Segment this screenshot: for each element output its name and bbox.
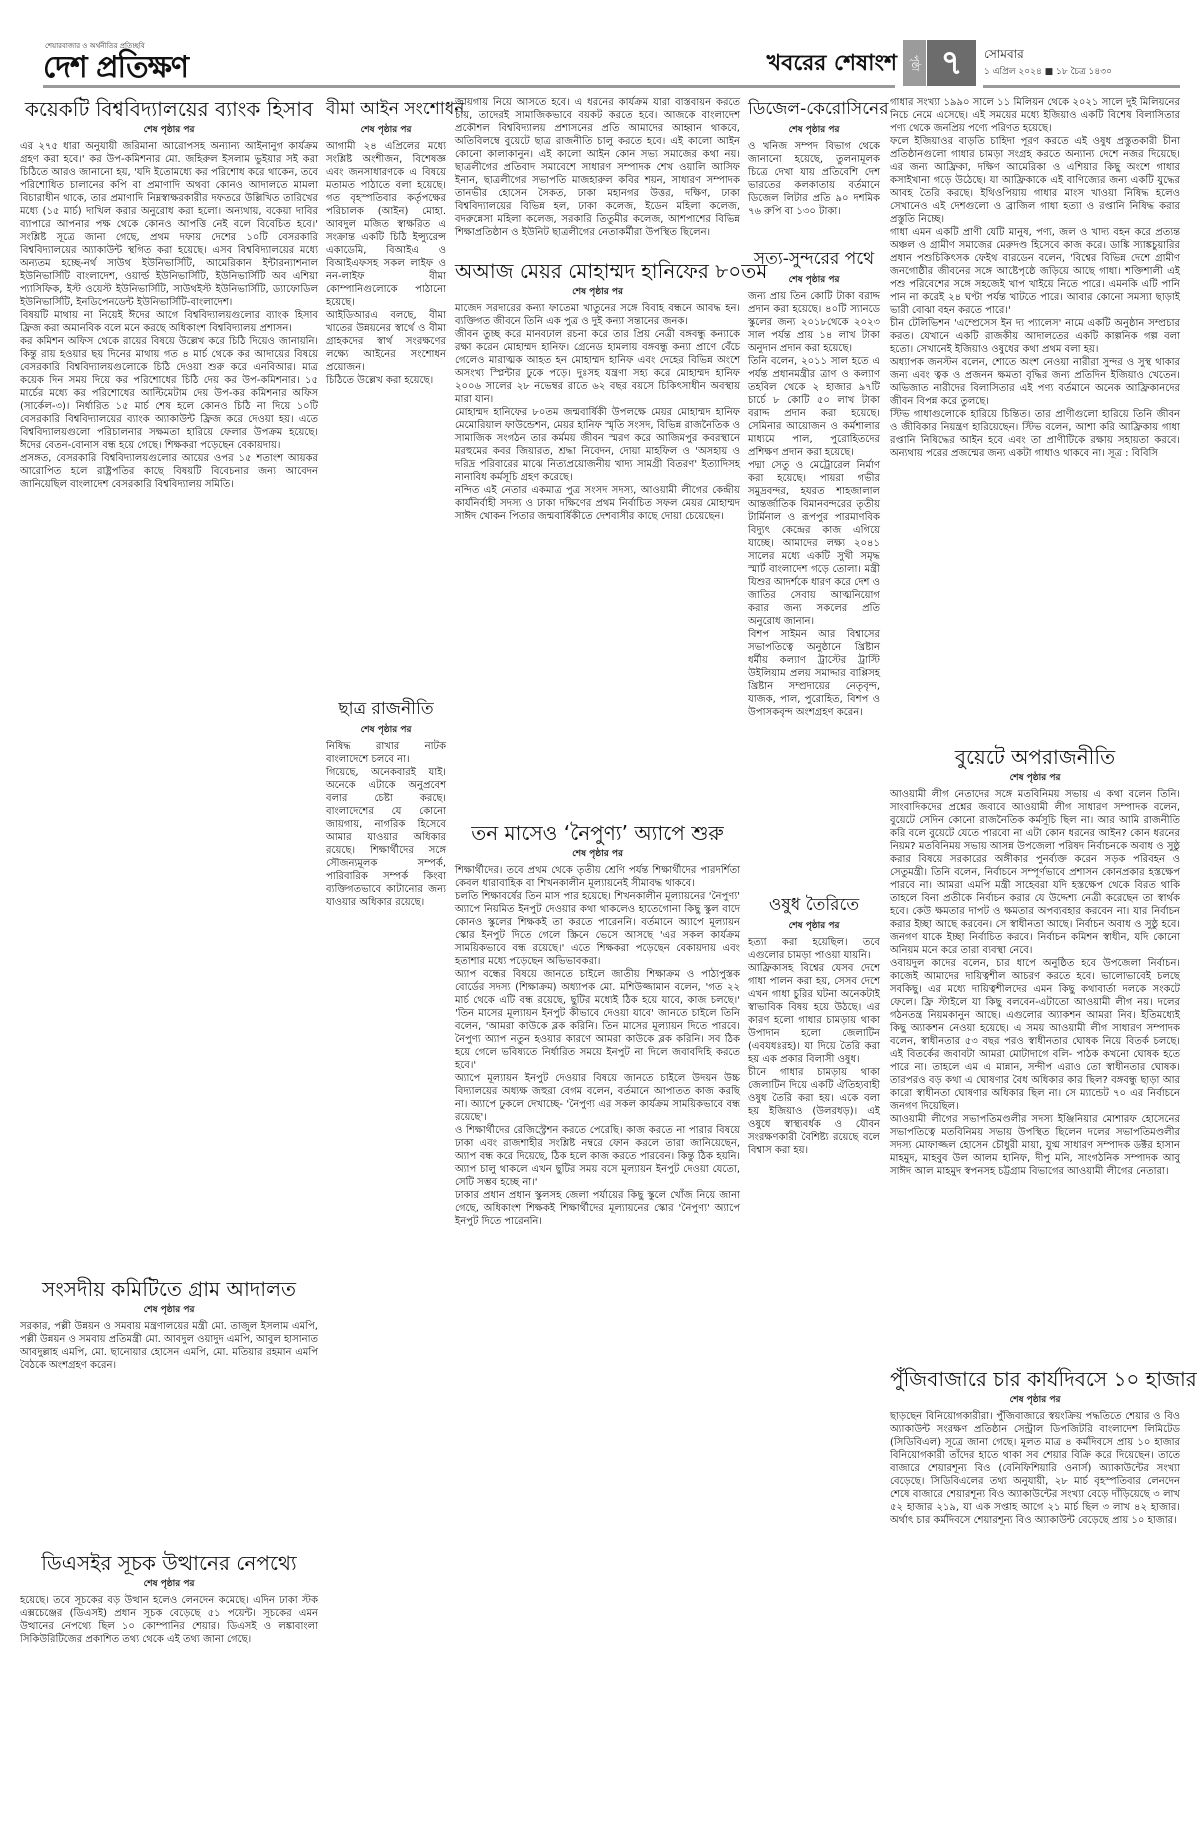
article-paragraph: মাজেদ সরদারের কন্যা ফাতেমা খাতুনের সঙ্গে বিবাহ বন্ধনে আবদ্ধ হন। ব্যক্তিগত জীবনে তিনি এক পুত্র ও দুই কন্যা সন্তানের জনক। — [455, 303, 740, 327]
continued-label: শেষ পৃষ্ঠার পর — [788, 275, 840, 285]
continued-label: শেষ পৃষ্ঠার পর — [143, 1579, 195, 1589]
headline: ডিএসইর সূচক উত্থানের নেপথ্যে — [41, 1551, 297, 1575]
continued-label: শেষ পৃষ্ঠার পর — [572, 849, 623, 859]
article-buet-politics — [890, 740, 1180, 1362]
article-village-court — [20, 1272, 318, 1546]
headline: কয়েকটি বিশ্ববিদ্যালয়ের ব্যাংক হিসাব — [24, 97, 314, 121]
headline: তন মাসেও ‘নৈপুণ্য’ অ্যাপে শুরু — [471, 821, 724, 845]
continued-label: শেষ পৃষ্ঠার পর — [360, 125, 412, 135]
newspaper-logo: দেশ প্রতিক্ষণ — [43, 50, 189, 85]
article-paragraph: ঢাকার প্রধান প্রধান স্কুলসহ জেলা পর্যায়ের কিছু স্কুলে খোঁজ নিয়ে জানা গেছে, অধিকাংশ শিক্ষকই শিক্ষার্থীদের মূল্যায়নের স্কোর 'নৈপুণ্য' অ্যাপে ইনপুট দিতে পারেননি। — [455, 1190, 740, 1227]
article-paragraph: হত্যা করা হয়েছিল। তবে এগুলোর চামড়া পাওয়া যায়নি। — [748, 937, 880, 961]
article-paragraph: মোহাম্মদ হানিফের ৮০তম জন্মবার্ষিকী উপলক্ষে মেয়র মোহাম্মদ হানিফ মেমোরিয়াল ফাউন্ডেশন, মেয়র হানিফ স্মৃতি সংসদ, বিভিন্ন রাজনৈতিক ও সামাজিক সংগঠন তার কর্মময় জীবন স্মরণ করে আজিমপুর কবরস্থানে মরহুমের কবর জিয়ারত, শ্রদ্ধা নিবেদন, দোয়া মাহফিল ও 'অসহায় ও দরিদ্র পরিবারের মাঝে নিত্যপ্রয়োজনীয় খাদ্য সামগ্রী বিতরণ' ইত্যাদিসহ নানাবিধ কর্মসূচি গ্রহণ করেছে। — [455, 407, 740, 483]
article-paragraph: অধ্যাপক জনস্টন বলেন, শোতে অংশ নেওয়া নারীরা সুন্দর ও সুস্থ থাকার জন্য এবং ত্বক ও প্রজনন ক্ষমতা বৃদ্ধির জন্য প্রতিদিন ইজিয়াও খেতেন। অভিজাত নারীদের বিলাসিতার এই পণ্য বর্তমানে অনেক আফ্রিকানদের জীবন বিপন্ন করে তুলছে। — [890, 357, 1180, 407]
article-paragraph: ও খনিজ সম্পদ বিভাগ থেকে জানানো হয়েছে, তুলনামূলক চিত্রে দেখা যায় প্রতিবেশি দেশ ভারতের কলকাতায় বর্তমানে ডিজেল লিটার প্রতি ৯০ দশমিক ৭৬ রুপি বা ১৩০ টাকা। — [748, 141, 880, 217]
article-paragraph: আগামী ২৪ এপ্রিলের মধ্যে সংশ্লিষ্ট অংশীজন, বিশেষজ্ঞ এবং জনসাধারণকে এ বিষয়ে মতামত পাঠাতে বলা হয়েছে। গত বৃহস্পতিবার কর্তৃপক্ষের পরিচালক (আইন) মোহা. আবদুল মজিত স্বাক্ষরিত এ সংক্রান্ত একটি চিঠি ইন্স্যুরেন্স একাডেমি, বিআইএ ও বিআইএফসহ সকল লাইফ ও নন-লাইফ বীমা কোম্পানিগুলোকে পাঠানো হয়েছে। — [326, 141, 446, 308]
continued-label: শেষ পৃষ্ঠার পর — [360, 725, 412, 735]
article-insurance-law — [326, 92, 465, 692]
masthead-logo — [43, 40, 188, 84]
section-title: খবরের শেষাংশ — [766, 51, 897, 76]
logo-tagline: শেয়ারবাজার ও অর্থনীতির প্রতিচ্ছবি — [45, 42, 145, 50]
article-dse-index — [20, 1546, 318, 1843]
article-paragraph: জীবন তুচ্ছ করে মানবঢাল রচনা করে তার প্রিয় নেত্রী বঙ্গবন্ধু কন্যাকে রক্ষা করেন মোহাম্মদ হানিফ। গ্রেনেড হামলায় বঙ্গবন্ধু কন্যা প্রাণে বেঁচে গেলেও মারাত্মক আহত হন মোহাম্মদ হানিফ এবং দেহের বিভিন্ন অংশে অসংখ্য স্প্লিন্টার ঢুকে পড়ে। দুঃসহ যন্ত্রণা সহ্য করে মোহাম্মদ হানিফ ২০০৬ সালের ২৮ নভেম্বর রাতে ৬২ বছর বয়সে চিকিৎসাধীন অবস্থায় মারা যান। — [455, 329, 740, 405]
article-paragraph: চীন টেলিভিশন 'এম্প্রেসেস ইন দ্য প্যালেস' নামে একটি অনুষ্ঠান সম্প্রচার করত। যেখানে একটি রাজকীয় আদালতের একটি কাল্পনিক গল্প বলা হতো। সেখানেই ইজিয়াও ওষুধের কথা প্রথম বলা হয়। — [890, 318, 1180, 355]
article-mayor-hanif — [455, 254, 768, 816]
article-paragraph: সরকার, পল্লী উন্নয়ন ও সমবায় মন্ত্রণালয়ের মন্ত্রী মো. তাজুল ইসলাম এমপি, পল্লী উন্নয়ন ও সমবায় প্রতিমন্ত্রী মো. আবদুল ওয়াদুদ এমপি, আবুল হাসানাত আবদুল্লাহ এমপি, মো. ছানোয়ার হোসেন এমপি, মো. মতিয়ার রহমান এমপি বৈঠকে অংশগ্রহণ করেন। — [20, 1321, 318, 1371]
article-paragraph: ও শিক্ষার্থীদের রেজিস্ট্রেশন করতে পেরেছি। কাজ করতে না পারার বিষয়ে ঢাকা এবং রাজশাহীর সংশ্লিষ্ট নম্বরে ফোন করলে তারা জানিয়েছেন, অ্যাপ বন্ধ করে দিয়েছে, ঠিক হলে কাজ করতে পারবেন। কিন্তু ঠিক হয়নি। অ্যাপ চালু থাকলে এখন ছুটির সময় বসে মূল্যায়ন ইনপুট দেওয়া যেতো, সেটি সম্ভব হচ্ছে না।' — [455, 1125, 740, 1188]
article-paragraph: প্রসঙ্গত, বেসরকারি বিশ্ববিদ্যালয়গুলোর আয়ের ওপর ১৫ শতাংশ আয়কর আরোপিত হলে রাষ্ট্রপতির কাছে বিষয়টি বিবেচনার জন্য আবেদন জানিয়েছিল বাংলাদেশ বেসরকারি বিশ্ববিদ্যালয় সমিতি। — [20, 453, 318, 490]
article-paragraph: চলতি শিক্ষাবর্ষের তিন মাস পার হয়েছে। শিখনকালীন মূল্যায়নের 'নৈপুণ্য' অ্যাপে নিয়মিত ইনপুট দেওয়ার কথা থাকলেও হাতেগোনা কিছু স্কুল বাদে কোনও স্কুলের শিক্ষকই তা করতে পারেননি। বর্তমানে অ্যাপে মূল্যায়ন স্কোর ইনপুট দিতে গেলে স্ক্রিনে ভেসে আসছে 'এর সকল কার্যক্রম সাময়িকভাবে বন্ধ রয়েছে।' এতে শিক্ষকরা পড়েছেন বেকায়দায় এবং হতাশার মধ্যে পড়েছেন অভিভাবকরা। — [455, 891, 740, 967]
masthead-rule-left — [43, 85, 895, 88]
continued-label: শেষ পৃষ্ঠার পর — [1009, 773, 1061, 783]
article-paragraph: আওয়ামী লীগ নেতাদের সঙ্গে মতবিনিময় সভায় এ কথা বলেন তিনি। সাংবাদিকদের প্রশ্নের জবাবে আওয়ামী লীগ সাধারণ সম্পাদক বলেন, বুয়েটে সেদিন কোনো রাজনৈতিক কর্মসূচি ছিল না। আর আমি রাজনীতি করি বলে বুয়েটে যেতে পারবো না এটা কোন ধরনের আইন? কোন ধরনের নিয়ম? মতবিনিময় সভায় আসন্ন উপজেলা পরিষদ নির্বাচনকে অবাধ ও সুষ্ঠু করার বিষয়ে সরকারের অঙ্গীকার পুনর্ব্যক্ত করেন সড়ক পরিবহন ও সেতুমন্ত্রী। তিনি বলেন, নির্বাচনে সম্পূর্ণভাবে প্রশাসন কোনপ্রকার হস্তক্ষেপ পারবে না। আমরা এমপি মন্ত্রী সাহেবরা যদি হস্তক্ষেপ থেকে বিরত থাকি তাহলে বিনা প্রতীকে নির্বাচন করার যে উদ্দেশ্য নেত্রী করেছেন তা স্বার্থক হবে। কেউ ক্ষমতার দাপট ও ক্ষমতার অপব্যবহার করবেন না। যার নির্বাচন করার ইচ্ছা আছে করবেন। সে স্বাধীনতা আছে। নির্বাচন অবাধ ও সুষ্ঠু হবে। জনগণ যাকে ইচ্ছা নির্বাচিত করবে। নির্বাচন কমিশন স্বাধীন, যদি কোনো অনিয়ম মনে করে তারা ব্যবস্থা নেবে। — [890, 789, 1180, 956]
article-paragraph: স্টিভ গাধাগুলোকে হারিয়ে চিন্তিত। তার প্রাণীগুলো হারিয়ে তিনি জীবন ও জীবিকার নিয়ন্ত্রণ হারিয়েছেন। স্টিভ বলেন, আশা করি আফ্রিকায় গাধা রপ্তানি নিষিদ্ধের আইন হবে এবং তা প্রাণীটিকে রক্ষায় সহায়তা করবে। অন্যথায় পরের প্রজন্মের জন্য একটা গাধাও থাকবে না। সূত্র : বিবিসি — [890, 409, 1180, 459]
continued-label: শেষ পৃষ্ঠার পর — [143, 1305, 195, 1315]
headline: বীমা আইন সংশোধন — [326, 99, 465, 119]
article-paragraph: চিঠিতে উল্লেখ করা হয়েছে। — [326, 375, 434, 386]
article-diesel-kerosene — [748, 92, 889, 242]
article-paragraph: গাধার সংখ্যা ১৯৯০ সালে ১১ মিলিয়ন থেকে ২০২১ সালে দুই মিলিয়নের নিচে নেমে এসেছে। এই সময়ের মধ্যে ইজিয়াও একটি বিশেষ বিলাসিতার পণ্য থেকে জনপ্রিয় পণ্যে পরিণত হয়েছে। — [890, 97, 1180, 134]
headline: সংসদীয় কমিটিতে গ্রাম আদালত — [41, 1277, 297, 1301]
issue-date: ১ এপ্রিল ২০২৪ ■ ১৮ চৈত্র ১৪৩০ — [984, 67, 1112, 77]
article-paragraph: নিষিদ্ধ রাখার নাটক বাংলাদেশে চলবে না। — [326, 741, 446, 765]
article-paragraph: অ্যাপ বন্ধের বিষয়ে জানতে চাইলে জাতীয় শিক্ষাক্রম ও পাঠ্যপুস্তক বোর্ডের সদস্য (শিক্ষাক্রম) অধ্যাপক মো. মশিউজ্জামান বলেন, 'গত ২২ মার্চ থেকে এটি বন্ধ রয়েছে, ছুটির মধ্যেই ঠিক হয়ে যাবে, কাজ চলছে।' 'তিন মাসের মূল্যায়ন ইনপুট কীভাবে দেওয়া যাবে' জানতে চাইলে তিনি বলেন, 'আমরা কাউকে ব্লক করিনি। তিন মাসের মূল্যায়ন দিতে পারবে। নৈপুণ্য অ্যাপ নতুন হওয়ার কারণে আমরা কাউকে ব্লক করিনি। সব ঠিক হয়ে গেলে ভবিষ্যতে নির্ধারিত সময়ে ইনপুট না দিলে জবাবদিহি করতে হবে।' — [455, 969, 740, 1071]
headline: ডিজেল-কেরোসিনের — [748, 99, 889, 119]
article-paragraph: অ্যাপে মূল্যায়ন ইনপুট দেওয়ার বিষয়ে জানতে চাইলে উদয়ন উচ্চ বিদ্যালয়ের অধ্যক্ষ জহুরা বেগম বলেন, বর্তমানে আপাতত কাজ করছি না। অ্যাপে ঢুকলে দেখাচ্ছে- 'নৈপুণ্য এর সকল কার্যক্রম সাময়িকভাবে বন্ধ রয়েছে'। — [455, 1073, 740, 1123]
article-paragraph: এর ২৭৫ ধারা অনুযায়ী জরিমানা আরোপসহ অন্যান্য আইনানুগ কার্যক্রম গ্রহণ করা হবে।' কর উপ-কমিশনার মো. জহিরুল ইসলাম ভুইয়ার সই করা চিঠিতে আরও জানানো হয়, 'যদি ইতোমধ্যে কর পরিশোধ করে থাকেন, তবে পরিশোধিত চালানের কপি বা প্রমাণাদি অথবা কোনও আদালতে মামলা বিচারাধীন থাকে, তার প্রমাণাদি নিম্নস্বাক্ষরকারীর দফতরে উল্লিখিত তারিখের মধ্যে (১৫ মার্চ) দাখিল করার অনুরোধ করা হলো। অন্যথায়, বকেয়া দাবির ব্যাপারে আপনার পক্ষ থেকে কোনও আপত্তি নেই বলে বিবেচিত হবে।' সংশ্লিষ্ট সূত্রে জানা গেছে, প্রথম দফায় দেশের ১০টি বেসরকারি বিশ্ববিদ্যালয়ের অ্যাকাউন্ট স্থগিত করা হয়েছে। এসব বিশ্ববিদ্যালয়ের মধ্যে অন্যতম হচ্ছে-নর্থ সাউথ ইউনিভার্সিটি, আমেরিকান ইন্টারন্যাশনাল ইউনিভার্সিটি বাংলাদেশ, ওয়ার্ল্ড ইউনিভার্সিটি, ইউনিভার্সিটি অব এশিয়া প্যাসিফিক, ইস্ট ওয়েস্ট ইউনিভার্সিটি, সাউথইস্ট ইউনিভার্সিটি, ড্যাফোডিল ইউনিভার্সিটি, ইনডিপেনডেন্ট ইউনিভার্সিটি-বাংলাদেশ। — [20, 141, 318, 308]
article-paragraph: আওয়ামী লীগের সভাপতিমণ্ডলীর সদস্য ইঞ্জিনিয়ার মোশারফ হোসেনের সভাপতিত্বে মতবিনিময় সভায় উপস্থিত ছিলেন দলের সভাপতিমণ্ডলীর সদস্য মোফাজ্জল হোসেন চৌধুরী মায়া, যুগ্ম সাধারণ সম্পাদক ডক্টর হাসান মাহমুদ, মাহবুব উল আলম হানিফ, দীপু মনি, সাংগঠনিক সম্পাদক আবু সাঈদ আল মাহমুদ স্বপনসহ চট্টগ্রাম বিভাগের আওয়ামী লীগের নেতারা। — [890, 1114, 1180, 1177]
article-paragraph: ছাড়ছেন বিনিয়োগকারীরা। পুঁজিবাজারে স্বয়ংক্রিয় পদ্ধতিতে শেয়ার ও বিও অ্যাকাউন্ট সংরক্ষণ প্রতিষ্ঠান সেন্ট্রাল ডিপজিটরি বাংলাদেশ লিমিটেড (সিডিবিএল) সূত্রে জানা গেছে। মূলত মাত্র ৪ কর্মদিবসে প্রায় ১০ হাজার বিনিয়োগকারী তাঁদের হাতে থাকা সব শেয়ার বিক্রি করে দিয়েছেন। তাতে বাজারে শেয়ারশূন্য বিও (বেনিফিশিয়ারি ওনার্স) অ্যাকাউন্টের সংখ্যা বেড়েছে। সিডিবিএলের তথ্য অনুযায়ী, ২৮ মার্চ বৃহস্পতিবার লেনদেন শেষে বাজারে শেয়ারশূন্য বিও অ্যাকাউন্টের সংখ্যা বেড়ে দাঁড়িয়েছে ৩ লাখ ৫২ হাজার ২১৯, যা এক সপ্তাহ আগে ২১ মার্চ ছিল ৩ লাখ ৪২ হাজার। অর্থাৎ চার কর্মদিবসে শেয়ারশূন্য বিও অ্যাকাউন্ট বেড়েছে প্রায় ১০ হাজার। — [890, 1411, 1180, 1526]
article-paragraph: গিয়েছে, অনেকবারই যাই। অনেকে এটাকে অনুপ্রবেশ বলার চেষ্টা করছে। বাংলাদেশের যে কোনো জায়গায়, নাগরিক হিসেবে আমার যাওয়ার অধিকার রয়েছে। শিক্ষার্থীদের সঙ্গে সৌজন্যমূলক সম্পর্ক, পারিবারিক সম্পর্ক কিংবা ব্যক্তিগতভাবে কাটানোর জন্য যাওয়ার অধিকার রয়েছে। — [326, 767, 446, 908]
masthead-rule-right — [983, 85, 1180, 88]
article-paragraph: আইডিআরএ বলছে, বীমা খাতের উন্নয়নের স্বার্থে ও বীমা গ্রাহকদের স্বার্থ সংরক্ষণের লক্ষ্যে আইনের সংশোধন প্রয়োজন। — [326, 310, 446, 373]
article-student-politics — [326, 692, 446, 1843]
continued-label: শেষ পৃষ্ঠার পর — [788, 125, 840, 135]
article-paragraph: নন্দিত এই নেতার একমাত্র পুত্র সংসদ সদস্য, আওয়ামী লীগের কেন্দ্রীয় কার্যনির্বাহী সদস্য ও ঢাকা দক্ষিণের প্রথম নির্বাচিত সফল মেয়র মোহাম্মদ সাঈদ খোকন পিতার জন্মবার্ষিকীতে দেশবাসীর কাছে দোয়া চেয়েছেন। — [455, 485, 740, 522]
article-paragraph: হয়েছে। তবে সূচকের বড় উত্থান হলেও লেনদেন কমেছে। এদিন ঢাকা স্টক এক্সচেঞ্জের (ডিএসই) প্রধান সূচক বেড়েছে ৫১ পয়েন্ট। সূচকের এমন উত্থানের নেপথ্যে ছিল ১০ কোম্পানির শেয়ার। ডিএসই ও লঙ্কাবাংলা সিকিউরিটিজের প্রকাশিত তথ্য থেকে এই তথ্য জানা গেছে। — [20, 1595, 318, 1645]
page-number: ৭ — [927, 40, 976, 86]
continued-label: শেষ পৃষ্ঠার পর — [572, 287, 623, 297]
headline: বুয়েটে অপরাজনীতি — [954, 745, 1116, 769]
article-medicine-making — [748, 888, 880, 1843]
article-truth-beauty — [748, 242, 880, 888]
continued-label: শেষ পৃষ্ঠার পর — [1009, 1395, 1061, 1405]
article-paragraph: জন্য প্রায় তিন কোটি টাকা বরাদ্দ প্রদান করা হয়েছে। ৪০টি স্যানডে স্কুলের জন্য ২০১৮থেকে ২০২৩ সাল পর্যন্ত প্রায় ১৪ লাখ টাকা অনুদান প্রদান করা হয়েছে। — [748, 291, 880, 354]
article-paragraph: আফ্রিকাসহ বিশ্বের যেসব দেশে গাধা পালন করা হয়, সেসব দেশে এখন গাধা চুরির ঘটনা অনেকটাই স্বাভাবিক বিষয় হয়ে উঠছে। এর কারণ হলো গাধার চামড়ায় থাকা উপাদান হলো জেলাটিন (এবযধঃরহ)। যা দিয়ে তৈরি করা হয় এক প্রকার বিলাসী ওষুধ। — [748, 963, 880, 1065]
article-paragraph: ওবায়দুল কাদের বলেন, চার ধাপে অনুষ্ঠিত হবে উপজেলা নির্বাচন। কাজেই আমাদের দায়িত্বশীল আচরণ করতে হবে। ভালোভাবেই চলছে সবকিছু। এর মধ্যে দায়িত্বশীলদের এমন কিছু কথাবার্তা দলকে সংকটে ফেলে। ফ্রি স্টাইলে যা কিছু বলবেন-এটাতো আওয়ামী লীগ নয়। দলের গঠনতন্ত্র নিয়মকানুন আছে। এগুলোর অ্যাকশন আমরা নিব। ইতিমধ্যেই কিছু অ্যাকশন নেওয়া হয়েছে। এ সময় আওয়ামী লীগ সাধারণ সম্পাদক বলেন, স্বাধীনতার ৫৩ বছর পরও স্বাধীনতার ঘোষক নিয়ে বিতর্ক চলছে। এই বিতর্কের জবাবটা আমরা মোটাদাগে বলি- পাঠক কখনো ঘোষক হতে পারে না। তাহলে এম এ মান্নান, সন্দীপ এরাও তো স্বাধীনতার ঘোষক। তারপরও বড় কথা এ ঘোষণার বৈধ অধিকার কার ছিল? বঙ্গবন্ধু ছাড়া আর কারো স্বাধীনতা ঘোষণার অধিকার ছিল না। সে ম্যান্ডেট ৭০ এর নির্বাচনে জনগণ দিয়েছিল। — [890, 958, 1180, 1112]
headline: ছাত্র রাজনীতি — [338, 699, 434, 719]
headline: অআজ মেয়র মোহাম্মদ হানিফের ৮০তম — [455, 259, 768, 283]
article-paragraph: কর কমিশন অফিস থেকে রায়ের বিষয়ে উল্লেখ করে চিঠি দিয়েও জানায়নি। কিন্তু রায় হওয়ার ছয় দিনের মাথায় গত ৪ মার্চ থেকে কর আদায়ের বিষয়ে বেসরকারি বিশ্ববিদ্যালয়গুলোকে চিঠি দেওয়া শুরু করে এনবিআর। মাত্র কয়েক দিন সময় দিয়ে কর পরিশোধের চিঠি দেয় কর উপ-কমিশনার। ১৫ মার্চের মধ্যে কর পরিশোধের আল্টিমেটাম দেয় উপ-কর কমিশনার অফিস (সার্কেল-৩)। নির্ধারিত ১৫ মার্চ শেষ হলে কোনও চিঠি না দিয়ে ১০টি বেসরকারি বিশ্ববিদ্যালয়ের ব্যাংক অ্যাকাউন্ট ফ্রিজ করে দেওয়া হয়। এতে বিশ্ববিদ্যালয়গুলো পরিচালনার সক্ষমতা হারিয়ে ফেলার উপক্রম হয়েছে। ঈদের বেতন-বোনাস বন্ধ হয়ে গেছে। শিক্ষকরা পড়েছেন বেকায়দায়। — [20, 336, 318, 451]
article-continued-text — [455, 96, 740, 254]
page-label: পৃষ্ঠা — [903, 40, 926, 86]
article-paragraph: বিষয়টি মাথায় না নিয়েই ঈদের আগে বিশ্ববিদ্যালয়গুলোর ব্যাংক হিসাব ফ্রিজ করা অমানবিক বলে মনে করছে অধিকাংশ বিশ্ববিদ্যালয় প্রশাসন। — [20, 310, 318, 334]
article-university-bank-accounts — [20, 92, 318, 1272]
article-paragraph: শিক্ষার্থীদের। তবে প্রথম থেকে তৃতীয় শ্রেণি পর্যন্ত শিক্ষার্থীদের পারদর্শিতা কেবল ধারাবাহিক বা শিখনকালীন মূল্যায়নেই সীমাবদ্ধ থাকবে। — [455, 865, 740, 889]
continued-label: শেষ পৃষ্ঠার পর — [143, 125, 195, 135]
headline: পুঁজিবাজারে চার কার্যদিবসে ১০ হাজার — [890, 1367, 1197, 1391]
article-stock-market — [890, 1362, 1197, 1843]
article-paragraph: চীনে গাধার চামড়ায় থাকা জেলাটিন দিয়ে একটি ঐতিহ্যবাহী ওষুধ তৈরি করা হয়। একে বলা হয় ইজিয়াও (উলরধড়)। এই ওষুধে স্বাস্থ্যবর্ধক ও যৌবন সংরক্ষণকারী বৈশিষ্ট্য রয়েছে বলে বিশ্বাস করা হয়। — [748, 1067, 880, 1156]
article-noipunno-app — [455, 816, 740, 1843]
issue-day: সোমবার — [984, 47, 1024, 61]
article-medicine-continued — [890, 96, 1180, 740]
headline: সত্য-সুন্দরের পথে — [753, 249, 875, 269]
article-paragraph: পদ্মা সেতু ও মেট্রোরেল নির্মাণ করা হয়েছে। পায়রা গভীর সমুদ্রবন্দর, হযরত শাহজালাল আন্তর্জাতিক বিমানবন্দরের তৃতীয় টার্মিনাল ও রূপপুর পারমাণবিক বিদ্যুৎ কেন্দ্রের কাজ এগিয়ে যাচ্ছে। আমাদের লক্ষ্য ২০৪১ সালের মধ্যে একটি সুখী সমৃদ্ধ স্মার্ট বাংলাদেশ গড়ে তোলা। মন্ত্রী যিশুর আদর্শকে ধারণ করে দেশ ও জাতির সেবায় আত্মনিয়োগ করার জন্য সকলের প্রতি অনুরোধ জানান। — [748, 460, 880, 627]
article-paragraph: বিশপ সাইমন আর বিশ্বাসের সভাপতিত্বে অনুষ্ঠানে খ্রিষ্টান ধর্মীয় কল্যাণ ট্রাস্টের ট্রাস্টি উইলিয়াম প্রলয় সমাদ্দার বাপ্পিসহ খ্রিষ্টান সম্প্রদায়ের নেতৃবৃন্দ, যাজক, পাল, পুরোহিত, বিশপ ও উপাসকবৃন্দ অংশগ্রহণ করেন। — [748, 629, 880, 718]
article-paragraph: ফলে ইজিয়াওর বাড়তি চাহিদা পূরণ করতে এই ওষুধ প্রস্তুতকারী চীনা প্রতিষ্ঠানগুলো গাধার চামড়া সংগ্রহ করতে অন্যান্য দেশে নজর দিয়েছে। এর জন্য আফ্রিকা, দক্ষিণ আমেরিকা ও এশিয়ার কিছু অংশে গাধার কসাইখানা গড়ে উঠেছে। যা আফ্রিকাকে এই বাণিজ্যের জন্য একটি যুদ্ধের আবহ তৈরি করছে। ইথিওপিয়ায় গাধার মাংস খাওয়া নিষিদ্ধ হলেও সেখানেও এই দেশগুলো ও ব্রাজিল গাধা হত্যা ও রপ্তানি নিষিদ্ধ করার প্রস্তুতি নিচ্ছে। — [890, 136, 1180, 225]
article-paragraph: জায়গায় নিয়ে আসতে হবে। এ ধরনের কার্যক্রম যারা বাস্তবায়ন করতে চায়, তাদেরই সামাজিকভাবে বয়কট করতে হবে। আজকে বাংলাদেশ প্রকৌশল বিশ্ববিদ্যালয় প্রশাসনের প্রতি আমাদের আহ্বান থাকবে, অতিবিলম্বে বুয়েটে ছাত্র রাজনীতি চালু করতে হবে। এই কালো আইন কোনো কালাকানুন। এই কালো আইন কোন সভ্য সমাজের কথা নয়। ছাত্রলীগের প্রতিবাদ সমাবেশে সাধারণ সম্পাদক শেখ ওয়ালি আসিফ ইনান, ছাত্রলীগের সভাপতি মাজহারুল কবির শয়ন, সাধারণ সম্পাদক তানভীর হোসেন সৈকত, ঢাকা মহানগর উত্তর, দক্ষিণ, ঢাকা বিশ্ববিদ্যালয়ের বিভিন্ন হল, ঢাকা কলেজ, ইডেন মহিলা কলেজ, বদরুন্নেসা মহিলা কলেজ, সরকারি তিতুমীর কলেজ, আশপাশের বিভিন্ন শিক্ষাপ্রতিষ্ঠান ও ইউনিট ছাত্রলীগের নেতাকর্মীরা উপস্থিত ছিলেন। — [455, 97, 740, 238]
headline: ওষুধ তৈরিতে — [768, 895, 860, 915]
continued-label: শেষ পৃষ্ঠার পর — [788, 921, 840, 931]
article-paragraph: গাধা এমন একটি প্রাণী যেটি মানুষ, পণ্য, জল ও খাদ্য বহন করে প্রত্যন্ত অঞ্চল ও গ্রামীণ সমাজের মেরুদণ্ড হিসেবে কাজ করে। ডাঙ্কি স্যাঙ্কচুয়ারির প্রধান পশুচিকিৎসক ফেইথ বারডেন বলেন, 'বিশ্বের বিভিন্ন দেশে গ্রামীণ জনগোষ্ঠীর জীবনের সঙ্গে আষ্টেপৃষ্ঠে জড়িয়ে আছে গাধা। শক্তিশালী এই পশু পরিবেশের সঙ্গে সহজেই খাপ খাইয়ে নিতে পারে। এমনকি এটি পানি পান না করেই ২৪ ঘণ্টা পর্যন্ত খাটতে পারে। আবার কোনো সমস্যা ছাড়াই ভারী বোঝা বহন করতে পারে।' — [890, 227, 1180, 316]
article-paragraph: তিনি বলেন, ২০১১ সাল হতে এ পর্যন্ত প্রধানমন্ত্রীর ত্রাণ ও কল্যাণ তহবিল থেকে ২ হাজার ৯৭টি চার্চে ৮ কোটি ৫০ লাখ টাকা বরাদ্দ প্রদান করা হয়েছে। সেমিনার আয়োজন ও কর্মশালার মাধ্যমে পাল, পুরোহিতদের প্রশিক্ষণ প্রদান করা হয়েছে। — [748, 356, 880, 458]
